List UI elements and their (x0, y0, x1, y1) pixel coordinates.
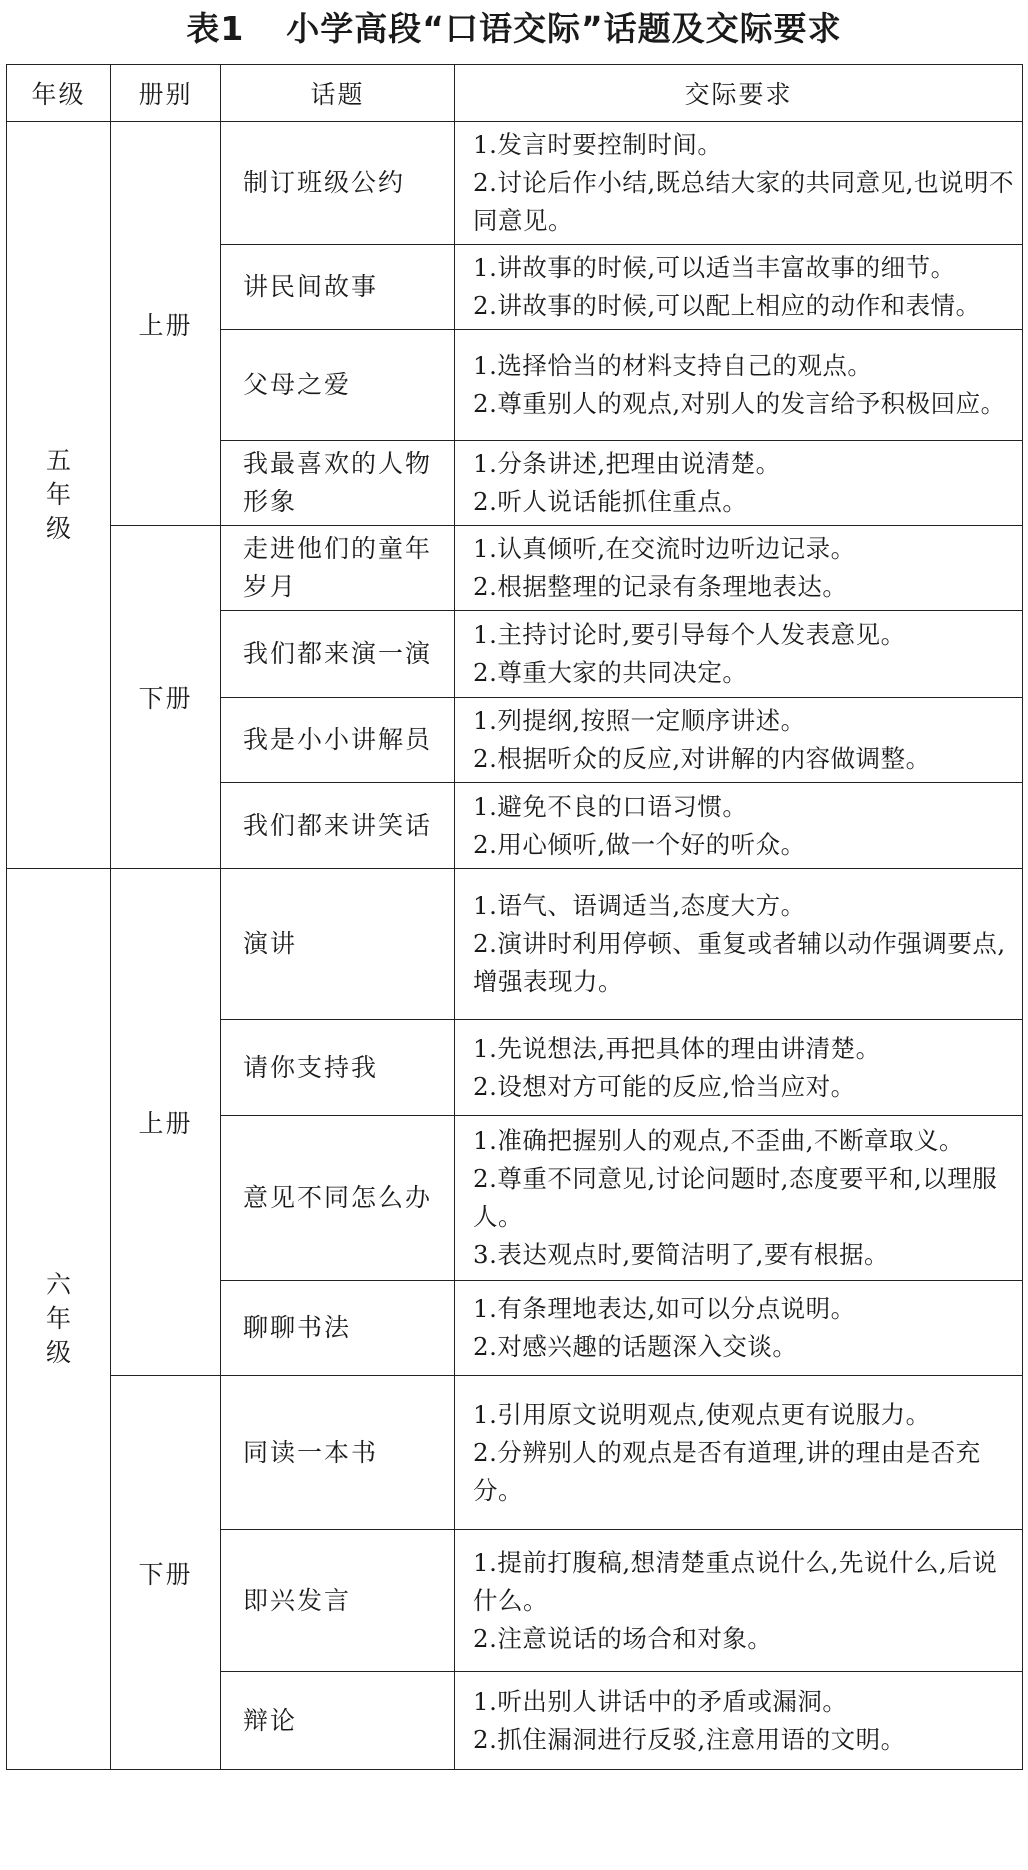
requirement-item: 1.听出别人讲话中的矛盾或漏洞。 (473, 1686, 848, 1716)
requirements-cell (455, 869, 1023, 1020)
requirement-item: 1.发言时要控制时间。 (473, 130, 723, 159)
requirements-cell (455, 698, 1023, 783)
requirements-cell (455, 245, 1023, 330)
volume-cell: 上册 (111, 122, 221, 526)
topic-cell: 父母之爱 (221, 330, 455, 441)
topic-cell: 制订班级公约 (221, 122, 455, 245)
requirement-item: 2.尊重不同意见,讨论问题时,态度要平和,以理服人。 (473, 1164, 998, 1231)
table-title (0, 0, 1028, 62)
requirement-item: 2.根据听众的反应,对讲解的内容做调整。 (473, 744, 931, 773)
requirement-item: 1.分条讲述,把理由说清楚。 (473, 449, 781, 478)
requirements-cell (455, 330, 1023, 441)
requirement-item: 2.尊重大家的共同决定。 (473, 658, 748, 687)
header-row (7, 65, 1023, 122)
requirements-cell (455, 611, 1023, 698)
topic-cell: 辩论 (221, 1672, 455, 1770)
volume-cell: 下册 (111, 1376, 221, 1770)
grade-char: 五 (45, 446, 71, 475)
table-caption: 小学高段“口语交际”话题及交际要求 (286, 9, 842, 48)
requirements-cell (455, 1530, 1023, 1672)
grade-char: 六 (45, 1270, 71, 1299)
requirement-item: 2.设想对方可能的反应,恰当应对。 (473, 1071, 856, 1101)
requirement-item: 2.尊重别人的观点,对别人的发言给予积极回应。 (473, 389, 1006, 418)
topic-cell: 我是小小讲解员 (221, 698, 455, 783)
grade-cell (7, 122, 111, 869)
requirement-item: 1.提前打腹稿,想清楚重点说什么,先说什么,后说什么。 (473, 1547, 998, 1615)
requirement-item: 1.先说想法,再把具体的理由讲清楚。 (473, 1033, 881, 1063)
requirement-item: 1.列提纲,按照一定顺序讲述。 (473, 706, 806, 735)
topic-cell: 我们都来讲笑话 (221, 783, 455, 869)
table-row (7, 869, 1023, 1020)
requirement-item: 1.主持讨论时,要引导每个人发表意见。 (473, 620, 906, 649)
requirement-item: 1.准确把握别人的观点,不歪曲,不断章取义。 (473, 1126, 964, 1155)
header-grade: 年级 (7, 65, 111, 122)
header-volume: 册别 (111, 65, 221, 122)
volume-cell: 下册 (111, 526, 221, 869)
requirement-item: 2.注意说话的场合和对象。 (473, 1623, 773, 1653)
topic-cell: 请你支持我 (221, 1020, 455, 1116)
table-row (7, 1376, 1023, 1530)
requirements-cell (455, 1116, 1023, 1281)
header-topic: 话题 (221, 65, 455, 122)
requirements-cell (455, 783, 1023, 869)
requirements-cell (455, 1376, 1023, 1530)
requirement-item: 2.听人说话能抓住重点。 (473, 487, 748, 516)
requirement-item: 1.有条理地表达,如可以分点说明。 (473, 1294, 856, 1323)
requirement-item: 3.表达观点时,要简洁明了,要有根据。 (473, 1240, 889, 1269)
topic-cell: 讲民间故事 (221, 245, 455, 330)
requirement-item: 1.选择恰当的材料支持自己的观点。 (473, 351, 873, 380)
table-number: 表1 (186, 9, 245, 48)
requirements-cell (455, 1020, 1023, 1116)
topic-cell: 即兴发言 (221, 1530, 455, 1672)
topic-cell: 我们都来演一演 (221, 611, 455, 698)
grade-char: 年 (45, 1304, 71, 1333)
requirements-cell (455, 526, 1023, 611)
grade-cell (7, 869, 111, 1770)
topic-cell: 同读一本书 (221, 1376, 455, 1530)
requirement-item: 2.对感兴趣的话题深入交谈。 (473, 1332, 798, 1361)
volume-cell: 上册 (111, 869, 221, 1376)
grade-char: 年 (45, 480, 71, 509)
requirement-item: 2.抓住漏洞进行反驳,注意用语的文明。 (473, 1724, 906, 1754)
header-requirements: 交际要求 (455, 65, 1023, 122)
grade-char: 级 (45, 1338, 71, 1367)
topics-table (6, 64, 1023, 1770)
requirement-item: 1.语气、语调适当,态度大方。 (473, 891, 806, 920)
requirement-item: 2.分辨别人的观点是否有道理,讲的理由是否充分。 (473, 1437, 981, 1505)
requirement-item: 2.演讲时利用停顿、重复或者辅以动作强调要点,增强表现力。 (473, 929, 1006, 996)
topic-cell: 演讲 (221, 869, 455, 1020)
topic-cell: 走进他们的童年岁月 (221, 526, 455, 611)
requirement-item: 1.讲故事的时候,可以适当丰富故事的细节。 (473, 253, 956, 282)
requirement-item: 2.讨论后作小结,既总结大家的共同意见,也说明不同意见。 (473, 168, 1014, 235)
requirement-item: 2.用心倾听,做一个好的听众。 (473, 829, 806, 859)
requirements-cell (455, 1672, 1023, 1770)
topic-cell: 意见不同怎么办 (221, 1116, 455, 1281)
table-row (7, 122, 1023, 245)
requirements-cell (455, 1281, 1023, 1376)
requirement-item: 1.避免不良的口语习惯。 (473, 791, 748, 821)
grade-char: 级 (45, 514, 71, 543)
requirement-item: 1.认真倾听,在交流时边听边记录。 (473, 534, 856, 563)
requirement-item: 1.引用原文说明观点,使观点更有说服力。 (473, 1399, 931, 1429)
requirements-cell (455, 441, 1023, 526)
requirement-item: 2.讲故事的时候,可以配上相应的动作和表情。 (473, 291, 981, 320)
requirement-item: 2.根据整理的记录有条理地表达。 (473, 572, 848, 601)
table-row (7, 526, 1023, 611)
topic-cell: 聊聊书法 (221, 1281, 455, 1376)
topic-cell: 我最喜欢的人物形象 (221, 441, 455, 526)
requirements-cell (455, 122, 1023, 245)
